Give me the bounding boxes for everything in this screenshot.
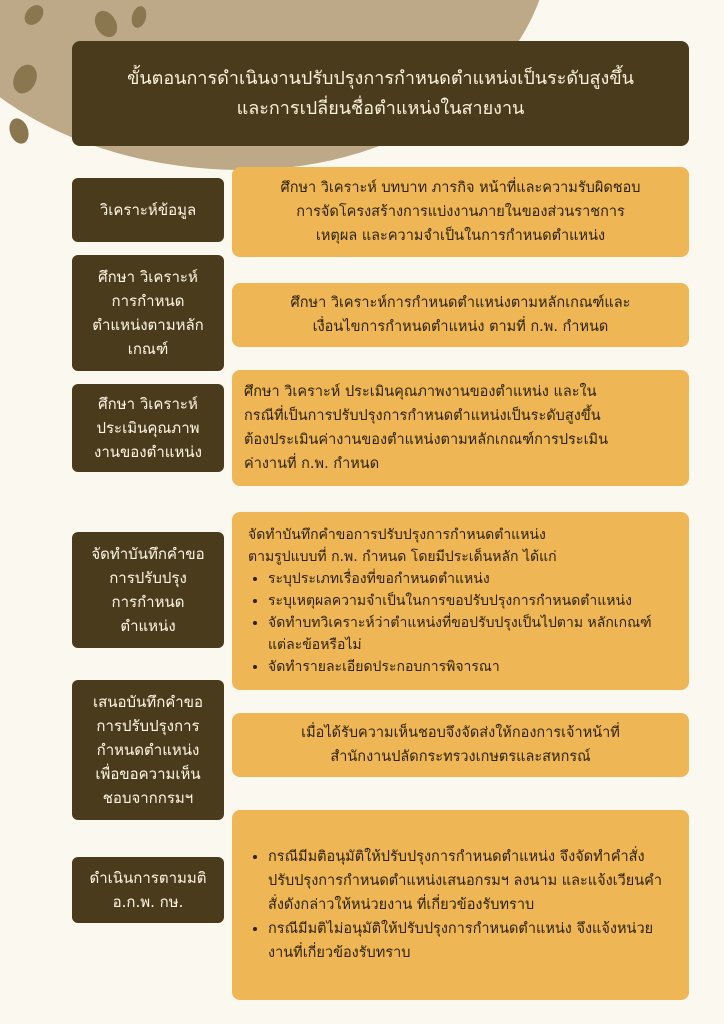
step-2-label-line-1: ศึกษา วิเคราะห์ [98,268,198,286]
step-3-label [72,384,224,472]
step-2-label [72,255,224,371]
step-6-bullets [248,845,673,965]
step-2-label-line-3: ตำแหน่งตามหลัก [92,316,204,334]
step-6-label-line-1: ดำเนินการตามมติ [89,869,207,887]
decorative-spot [6,116,32,147]
step-6-label-line-2: อ.ก.พ. กษ. [112,893,184,911]
step-1-line-3: เหตุผล และความจำเป็นในการกำหนดตำแหน่ง [315,228,606,244]
step-6-content [232,810,689,1000]
step-4-bullet-3: • จัดทำบทวิเคราะห์ว่าตำแหน่งที่ขอปรับปรุงเป็นไปตาม หลักเกณฑ์แต่ละข้อหรือไม่ [268,612,673,656]
step-1-line-1: ศึกษา วิเคราะห์ บทบาท ภารกิจ หน้าที่และความรับผิดชอบ [280,180,641,196]
step-5-line-1: เมื่อได้รับความเห็นชอบจึงจัดส่งให้กองการเจ้าหน้าที่ [301,725,620,741]
step-1-line-2: การจัดโครงสร้างการแบ่งงานภายในของส่วนราชการ [296,204,625,220]
step-1-content [232,167,689,257]
step-4-bullet-2: • ระบุเหตุผลความจำเป็นในการขอปรับปรุงการกำหนดตำแหน่ง [268,590,673,612]
step-1-label-text: วิเคราะห์ข้อมูล [99,201,197,219]
step-3-line-1: ศึกษา วิเคราะห์ ประเมินคุณภาพงานของตำแหน่ง และใน [244,384,597,400]
page-title [72,41,689,146]
step-5-label-line-2: การปรับปรุงการ [96,717,200,735]
step-4-bullet-4: • จัดทำรายละเอียดประกอบการพิจารณา [268,656,673,678]
step-4-label [72,532,224,648]
step-4-bullet-1: • ระบุประเภทเรื่องที่ขอกำหนดตำแหน่ง [268,568,673,590]
step-3-label-line-2: ประเมินคุณภาพ [96,419,200,437]
step-5-label [72,680,224,820]
step-6-label [72,857,224,923]
step-5-label-line-1: เสนอบันทึกคำขอ [92,693,203,711]
step-3-line-3: ต้องประเมินค่างานของตำแหน่งตามหลักเกณฑ์การประเมิน [244,432,609,448]
step-4-label-line-1: จัดทำบันทึกคำขอ [91,545,205,563]
step-3-line-4: ค่างานที่ ก.พ. กำหนด [244,456,380,472]
step-2-content [232,283,689,347]
step-5-label-line-5: ชอบจากกรมฯ [102,789,194,807]
step-4-content [232,512,689,690]
step-3-line-2: กรณีที่เป็นการปรับปรุงการกำหนดตำแหน่งเป็นระดับสูงขึ้น [244,408,601,424]
step-6-bullet-1: • กรณีมีมติอนุมัติให้ปรับปรุงการกำหนดตำแหน่ง จึงจัดทำคำสั่งปรับปรุงการกำหนดตำแหน่งเสนอกรมฯ ลงนาม และแจ้งเวียนคำสั่งดังกล่าวให้หน่วยงาน ที่เกี่ยวข้องรับทราบ [268,845,673,917]
step-6-bullet-2: • กรณีมีมติไม่อนุมัติให้ปรับปรุงการกำหนดตำแหน่ง จึงแจ้งหน่วยงานที่เกี่ยวข้องรับทราบ [268,917,673,965]
step-4-intro-2: ตามรูปแบบที่ ก.พ. กำหนด โดยมีประเด็นหลัก ได้แก่ [248,549,557,565]
step-2-label-line-4: เกณฑ์ [127,340,169,358]
step-4-label-line-2: การปรับปรุง [109,569,187,587]
step-5-label-line-3: กำหนดตำแหน่ง [96,741,200,759]
step-4-label-line-3: การกำหนด [111,593,185,611]
step-3-content [232,370,689,486]
step-1-label [72,178,224,242]
step-2-line-2: เงื่อนไขการกำหนดตำแหน่ง ตามที่ ก.พ. กำหนด [312,319,609,335]
step-5-content [232,713,689,777]
step-3-label-line-3: งานของตำแหน่ง [94,443,202,461]
step-4-label-line-4: ตำแหน่ง [120,617,176,635]
step-4-intro-1: จัดทำบันทึกคำขอการปรับปรุงการกำหนดตำแหน่ง [248,527,546,543]
step-3-label-line-1: ศึกษา วิเคราะห์ [98,395,198,413]
title-line-1: ขั้นตอนการดำเนินงานปรับปรุงการกำหนดตำแหน่งเป็นระดับสูงขึ้น [127,67,634,89]
step-5-label-line-4: เพื่อขอความเห็น [95,765,201,783]
title-line-2: และการเปลี่ยนชื่อตำแหน่งในสายงาน [236,97,525,119]
step-4-bullets [248,568,673,678]
step-2-line-1: ศึกษา วิเคราะห์การกำหนดตำแหน่งตามหลักเกณฑ์และ [290,295,631,311]
step-2-label-line-2: การกำหนด [111,292,185,310]
step-5-line-2: สำนักงานปลัดกระทรวงเกษตรและสหกรณ์ [330,749,591,765]
